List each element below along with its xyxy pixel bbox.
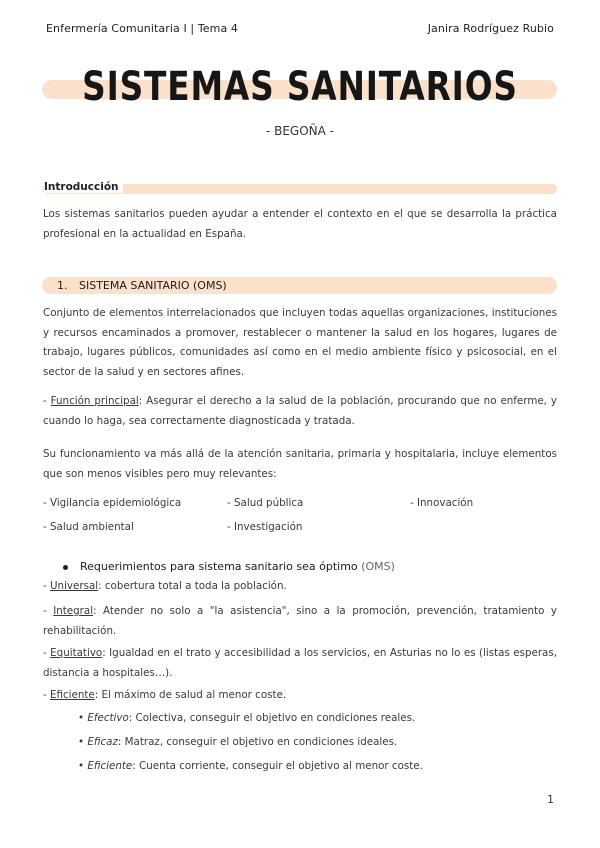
section1-title: SISTEMA SANITARIO (OMS) (79, 279, 227, 292)
section1-definition: Conjunto de elementos interrelacionados que incluyen todas aquellas organizaciones, instituciones y recursos encaminados a promover, restablecer o mantener la salud en los hogares, lugares de trabajo, lugares públicos, comunidades así como en el medio ambiente físico y psicosocial, en el sector de la salud y en sectores afines. (43, 307, 557, 378)
function-label: Función principal (50, 395, 139, 407)
element-item: - Investigación (227, 521, 303, 533)
requirement-prefix: - (43, 689, 50, 701)
requirement-label: Universal (50, 580, 99, 592)
sub-item-label: Eficaz (87, 736, 118, 748)
requirement-item (43, 686, 557, 706)
page-title: SISTEMAS SANITARIOS (82, 64, 518, 110)
requirement-text: : Igualdad en el trato y accesibilidad a los servicios, en Asturias no lo es (listas esperas, distancia a hospitales…). (43, 647, 557, 679)
page-subtitle: - BEGOÑA - (265, 124, 335, 138)
sub-item (78, 712, 415, 724)
intro-label: Introducción (44, 181, 123, 193)
function-text: : Asegurar el derecho a la salud de la población, procurando que no enferme, y cuando lo haga, sea correctamente diagnosticada y tratada. (43, 395, 557, 427)
sub-item-label: Eficiente (87, 760, 133, 772)
requirements-heading-suffix: (OMS) (361, 560, 395, 573)
requirement-prefix: - (43, 580, 50, 592)
beyond-paragraph: Su funcionamiento va más allá de la atención sanitaria, primaria y hospitalaria, incluye elementos que son menos visibles pero muy relevantes: (43, 448, 557, 480)
header-author: Janira Rodríguez Rubio (427, 22, 554, 35)
element-item: - Innovación (410, 497, 474, 509)
function-paragraph (43, 392, 557, 431)
requirement-prefix: - (43, 605, 54, 617)
requirement-item (43, 602, 557, 641)
element-item: - Vigilancia epidemiológica (43, 497, 182, 509)
sub-item-text: : Matraz, conseguir el objetivo en condiciones ideales. (117, 736, 398, 748)
requirements-heading-text: Requerimientos para sistema sanitario sea óptimo (80, 560, 358, 573)
requirement-label: Equitativo (50, 647, 103, 659)
requirement-text: : El máximo de salud al menor coste. (94, 689, 287, 701)
sub-bullet-icon: • (78, 736, 88, 748)
requirement-item (43, 644, 557, 683)
header-course: Enfermería Comunitaria I | Tema 4 (46, 22, 238, 35)
bullet-icon (63, 565, 68, 570)
requirement-label: Eficiente (50, 689, 95, 701)
function-prefix: - (43, 395, 51, 407)
element-item: - Salud ambiental (43, 521, 134, 533)
sub-item-text: : Cuenta corriente, conseguir el objetivo al menor coste. (132, 760, 423, 772)
element-item: - Salud pública (227, 497, 304, 509)
sub-bullet-icon: • (78, 712, 88, 724)
sub-item-label: Efectivo (87, 712, 129, 724)
section1-number: 1. (57, 279, 68, 292)
requirement-label: Integral (53, 605, 94, 617)
sub-bullet-icon: • (78, 760, 88, 772)
requirement-text: : Atender no solo a "la asistencia", sino a la promoción, prevención, tratamiento y rehabilitación. (43, 605, 557, 637)
sub-item-text: : Colectiva, conseguir el objetivo en condiciones reales. (128, 712, 416, 724)
sub-item (78, 760, 423, 772)
requirements-heading (80, 560, 395, 573)
sub-item (78, 736, 397, 748)
requirement-item (43, 577, 557, 597)
requirement-prefix: - (43, 647, 51, 659)
intro-text: Los sistemas sanitarios pueden ayudar a entender el contexto en el que se desarrolla la práctica profesional en la actualidad en España. (43, 208, 557, 240)
page-number: 1 (547, 793, 554, 806)
requirement-text: : cobertura total a toda la población. (98, 580, 287, 592)
